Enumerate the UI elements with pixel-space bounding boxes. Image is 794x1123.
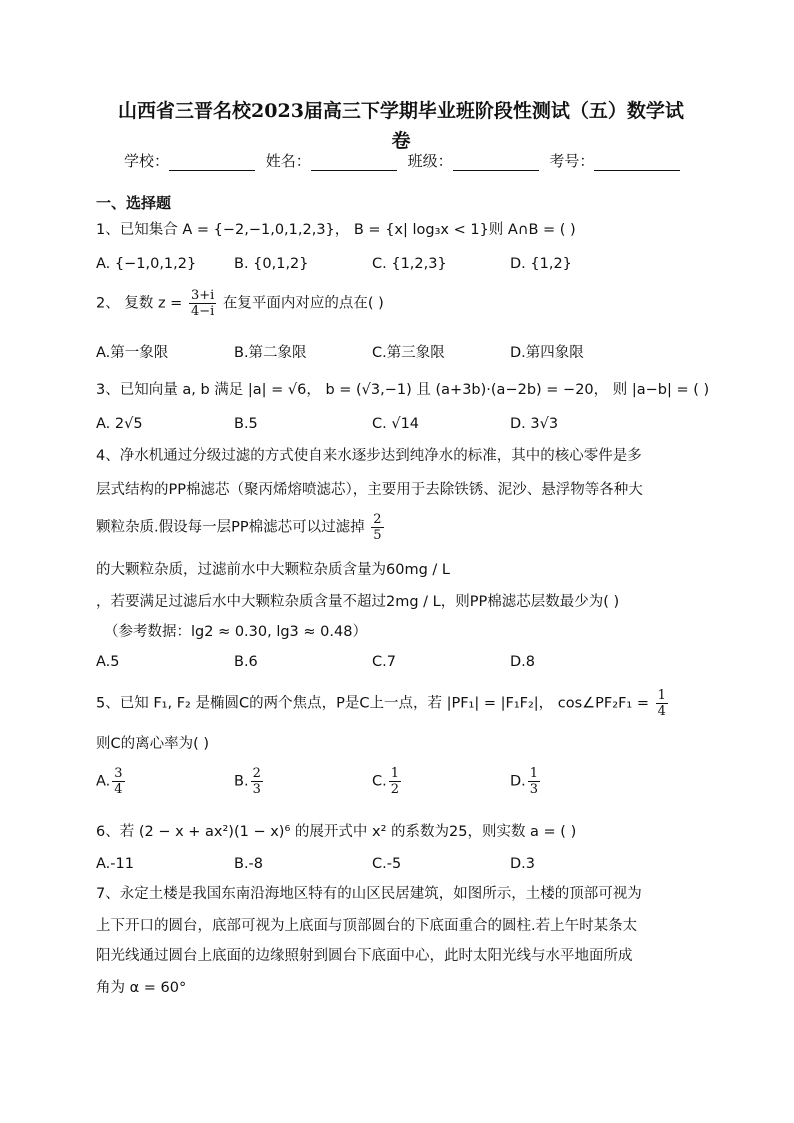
- q2-fraction: [189, 288, 216, 319]
- q5-fraction-den: 4: [657, 704, 666, 719]
- number-blank[interactable]: [594, 156, 680, 171]
- q5-option-c-num: 1: [390, 766, 400, 781]
- question-4-line-2: 层式结构的PP棉滤芯（聚丙烯熔喷滤芯），主要用于去除铁锈、泥沙、悬浮物等各种大: [96, 482, 643, 498]
- q5-option-d[interactable]: [510, 766, 542, 797]
- q5-option-a-letter: A.: [96, 773, 111, 790]
- q6-option-b[interactable]: B.-8: [234, 856, 264, 872]
- q4-fraction: [371, 512, 383, 543]
- school-label: 学校：: [124, 152, 170, 170]
- q5-option-c[interactable]: [372, 766, 403, 797]
- q3-option-b[interactable]: B.5: [234, 416, 258, 432]
- q5-option-a[interactable]: [96, 766, 127, 797]
- q4-fraction-den: 5: [373, 528, 382, 543]
- q2-option-b[interactable]: B.第二象限: [234, 345, 307, 361]
- q1-option-a[interactable]: A. {−1,0,1,2}: [96, 256, 197, 272]
- q2-suffix: 在复平面内对应的点在( ): [222, 295, 384, 312]
- question-4-line-5: ，若要满足过滤后水中大颗粒杂质含量不超过2mg / L，则PP棉滤芯层数最少为( ): [96, 594, 620, 610]
- question-7-line-4: 角为 α = 60°: [96, 980, 187, 996]
- q5-prefix: 5、已知 F₁, F₂ 是椭圆C的两个焦点，P是C上一点，若 |PF₁| = |F₁F₂|， cos∠PF₂F₁ =: [96, 695, 649, 712]
- q5-option-b-den: 3: [252, 782, 261, 797]
- question-5-line-2: 则C的离心率为( ): [96, 736, 210, 752]
- question-2: [96, 288, 706, 319]
- class-label: 班级：: [407, 152, 453, 170]
- question-1: 1、已知集合 A = {−2,−1,0,1,2,3}， B = {x| log₃x < 1}则 A∩B = ( ): [96, 222, 576, 238]
- q2-option-c[interactable]: C.第三象限: [372, 345, 445, 361]
- question-7-line-1: 7、永定土楼是我国东南沿海地区特有的山区民居建筑，如图所示，土楼的顶部可视为: [96, 886, 642, 902]
- exam-title: [96, 96, 706, 156]
- q5-option-c-den: 2: [390, 782, 400, 797]
- q2-option-d[interactable]: D.第四象限: [510, 345, 584, 361]
- q3-option-a[interactable]: A. 2√5: [96, 416, 143, 432]
- question-4-line-1: 4、净水机通过分级过滤的方式使自来水逐步达到纯净水的标准，其中的核心零件是多: [96, 448, 642, 464]
- q5-option-b-num: 2: [252, 766, 261, 781]
- q4-option-a[interactable]: A.5: [96, 654, 120, 670]
- question-4-line-3: [96, 512, 706, 543]
- q2-prefix: 2、 复数 z =: [96, 295, 183, 312]
- q1-option-c[interactable]: C. {1,2,3}: [372, 256, 447, 272]
- name-blank[interactable]: [311, 156, 397, 171]
- school-blank[interactable]: [169, 156, 255, 171]
- question-5: [96, 688, 706, 719]
- q4-option-c[interactable]: C.7: [372, 654, 396, 670]
- q4-option-b[interactable]: B.6: [234, 654, 258, 670]
- class-blank[interactable]: [453, 156, 539, 171]
- q6-option-a[interactable]: A.-11: [96, 856, 134, 872]
- q3-option-c[interactable]: C. √14: [372, 416, 420, 432]
- question-7-line-3: 阳光线通过圆台上底面的边缘照射到圆台下底面中心，此时太阳光线与水平地面所成: [96, 948, 633, 964]
- q6-option-c[interactable]: C.-5: [372, 856, 402, 872]
- question-7-line-2: 上下开口的圆台，底部可视为上底面与顶部圆台的下底面重合的圆柱.若上午时某条太: [96, 918, 638, 934]
- q6-option-d[interactable]: D.3: [510, 856, 535, 872]
- q4-option-d[interactable]: D.8: [510, 654, 535, 670]
- question-6: 6、若 (2 − x + ax²)(1 − x)⁶ 的展开式中 x² 的系数为25，则实数 a = ( ): [96, 824, 577, 840]
- q5-fraction-num: 1: [657, 688, 666, 703]
- section-title: 一、选择题: [96, 194, 172, 212]
- q1-option-b[interactable]: B. {0,1,2}: [234, 256, 309, 272]
- q5-option-b-letter: B.: [234, 773, 249, 790]
- q4-line-3-text: 颗粒杂质.假设每一层PP棉滤芯可以过滤掉: [96, 519, 365, 536]
- q3-option-d[interactable]: D. 3√3: [510, 416, 559, 432]
- title-line-2: 卷: [391, 130, 411, 152]
- number-label: 考号：: [549, 152, 595, 170]
- q5-option-c-letter: C.: [372, 773, 387, 790]
- q1-option-d[interactable]: D. {1,2}: [510, 256, 572, 272]
- q2-fraction-den: 4−i: [190, 304, 215, 319]
- q5-option-a-den: 4: [114, 782, 123, 797]
- q5-option-d-num: 1: [529, 766, 539, 781]
- q5-option-d-letter: D.: [510, 773, 526, 790]
- q2-fraction-num: 3+i: [190, 288, 215, 303]
- q5-option-b[interactable]: [234, 766, 265, 797]
- title-line-1: 山西省三晋名校2023届高三下学期毕业班阶段性测试（五）数学试: [118, 100, 684, 122]
- q5-fraction: [656, 688, 668, 719]
- q4-fraction-num: 2: [373, 512, 382, 527]
- question-4-reference-data: （参考数据：lg2 ≈ 0.30, lg3 ≈ 0.48）: [104, 624, 367, 640]
- name-label: 姓名：: [265, 152, 311, 170]
- q2-option-a[interactable]: A.第一象限: [96, 345, 169, 361]
- question-4-line-4: 的大颗粒杂质，过滤前水中大颗粒杂质含量为60mg / L: [96, 562, 450, 578]
- q5-option-a-num: 3: [114, 766, 123, 781]
- student-info-row: [124, 150, 686, 171]
- q5-option-d-den: 3: [529, 782, 539, 797]
- question-3: 3、已知向量 a, b 满足 |a| = √6， b = (√3,−1) 且 (a+3b)·(a−2b) = −20， 则 |a−b| = ( ): [96, 382, 710, 398]
